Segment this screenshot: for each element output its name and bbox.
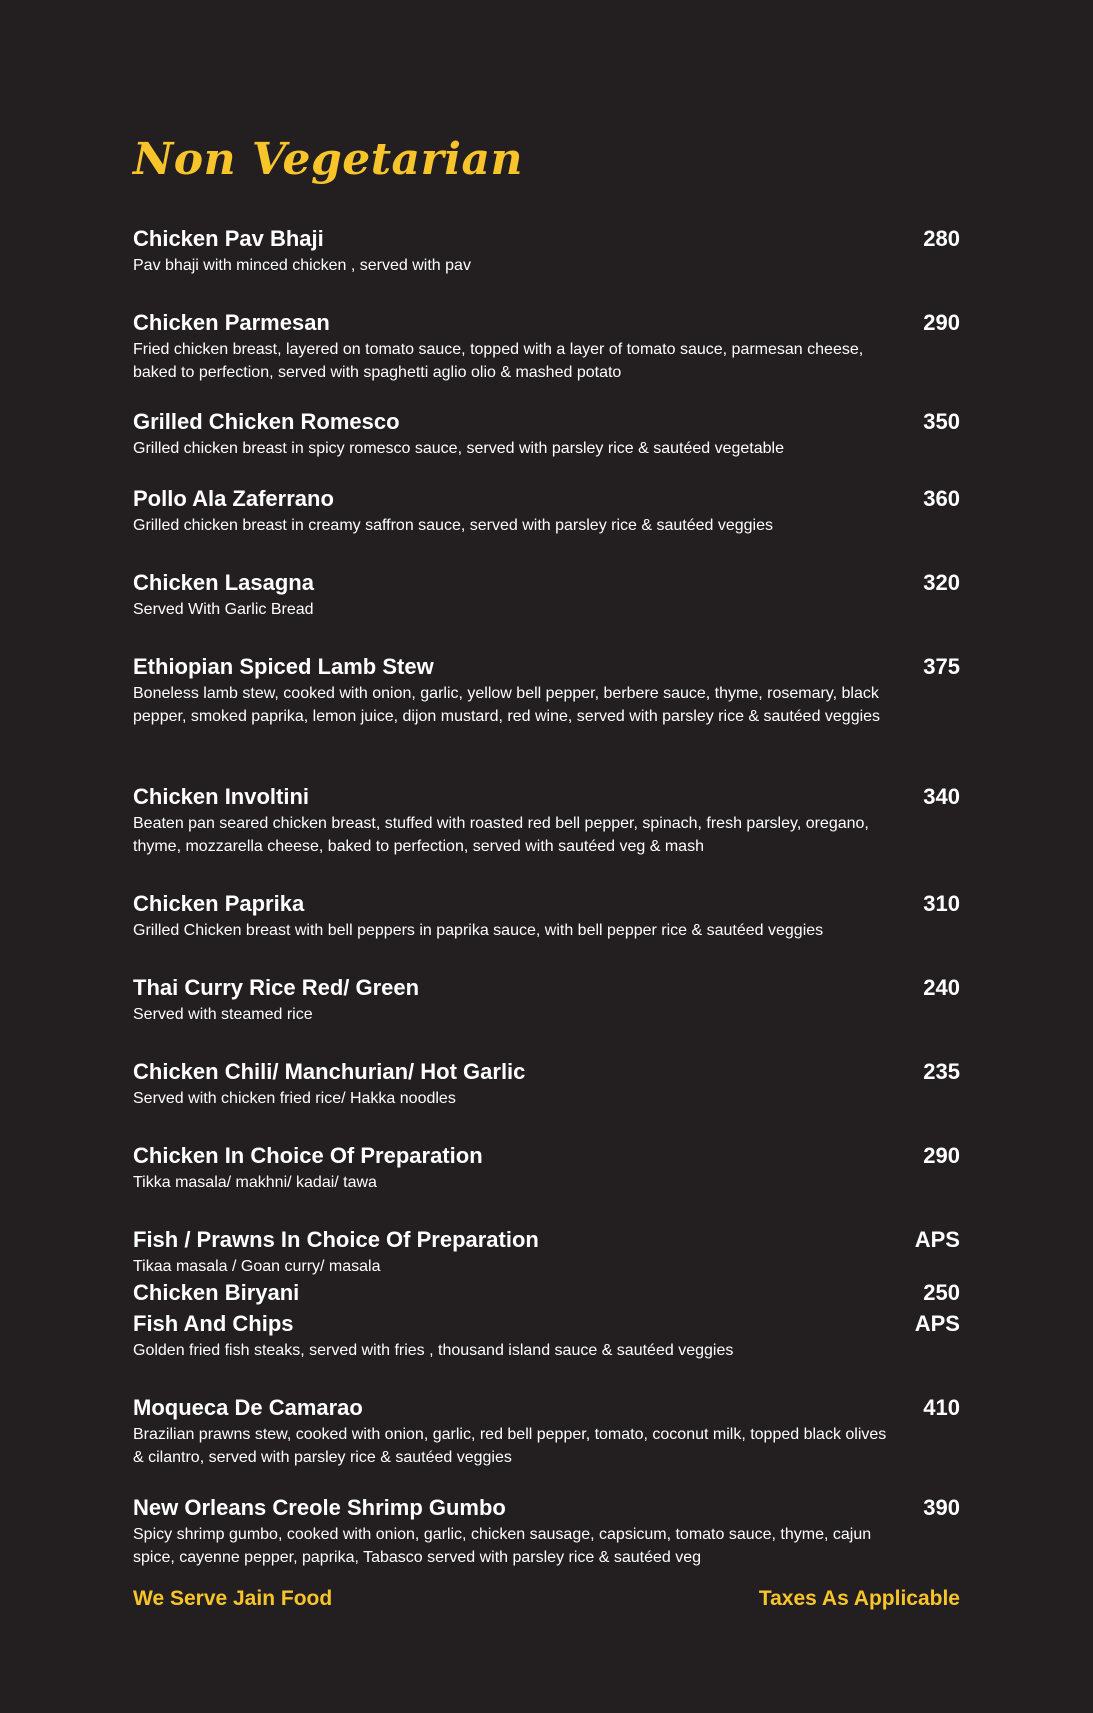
menu-item bbox=[133, 1493, 960, 1569]
item-price: 390 bbox=[923, 1495, 960, 1520]
item-name: Chicken Paprika bbox=[133, 891, 305, 916]
item-name: Moqueca De Camarao bbox=[133, 1395, 363, 1420]
item-price: 375 bbox=[923, 654, 960, 679]
menu-item bbox=[133, 782, 960, 858]
item-price: 320 bbox=[923, 570, 960, 595]
item-description: Tikka masala/ makhni/ kadai/ tawa bbox=[133, 1174, 377, 1191]
menu-item bbox=[133, 1393, 960, 1469]
item-name: Ethiopian Spiced Lamb Stew bbox=[133, 654, 434, 679]
menu-item bbox=[133, 1141, 960, 1194]
item-name: Thai Curry Rice Red/ Green bbox=[133, 975, 420, 1000]
item-description: Spicy shrimp gumbo, cooked with onion, garlic, chicken sausage, capsicum, tomato sauce, thyme, cajun spice, cayenne pepper, paprika, Tabasco served with parsley rice & sautéed veg bbox=[133, 1526, 872, 1566]
item-price: 360 bbox=[923, 486, 960, 511]
jain-food-note: We Serve Jain Food bbox=[133, 1587, 333, 1610]
menu-item bbox=[133, 407, 960, 460]
item-name: Fish / Prawns In Choice Of Preparation bbox=[133, 1227, 539, 1252]
menu-item bbox=[133, 973, 960, 1026]
menu-item bbox=[133, 889, 960, 942]
item-name: Chicken In Choice Of Preparation bbox=[133, 1143, 483, 1168]
item-price: 340 bbox=[923, 784, 960, 809]
menu-item bbox=[133, 1225, 960, 1278]
item-name: Chicken Chili/ Manchurian/ Hot Garlic bbox=[133, 1059, 526, 1084]
item-description: Brazilian prawns stew, cooked with onion, garlic, red bell pepper, tomato, coconut milk, topped black olives & cilantro, served with parsley rice & sautéed veggies bbox=[133, 1426, 887, 1466]
item-name: Pollo Ala Zaferrano bbox=[133, 486, 334, 511]
item-name: Chicken Involtini bbox=[133, 784, 310, 809]
menu-item bbox=[133, 1278, 960, 1308]
item-description: Boneless lamb stew, cooked with onion, garlic, yellow bell pepper, berbere sauce, thyme, rosemary, black pepper, smoked paprika, lemon juice, dijon mustard, red wine, served with parsley rice & sautéed veggies bbox=[133, 685, 881, 725]
item-description: Served with steamed rice bbox=[133, 1006, 313, 1023]
item-price: 235 bbox=[923, 1059, 960, 1084]
menu-item bbox=[133, 568, 960, 621]
item-description: Grilled chicken breast in creamy saffron sauce, served with parsley rice & sautéed veggies bbox=[133, 517, 774, 534]
item-name: Chicken Lasagna bbox=[133, 570, 314, 595]
item-price: 310 bbox=[923, 891, 960, 916]
item-price: 280 bbox=[923, 226, 960, 251]
item-description: Fried chicken breast, layered on tomato sauce, topped with a layer of tomato sauce, parmesan cheese, baked to perfection, served with spaghetti aglio olio & mashed potato bbox=[133, 341, 864, 381]
item-name: Chicken Parmesan bbox=[133, 310, 330, 335]
item-name: Chicken Pav Bhaji bbox=[133, 226, 324, 251]
item-description: Beaten pan seared chicken breast, stuffed with roasted red bell pepper, spinach, fresh parsley, oregano, thyme, mozzarella cheese, baked to perfection, served with sautéed veg & mash bbox=[133, 815, 869, 855]
item-price: APS bbox=[914, 1311, 960, 1336]
item-description: Tikaa masala / Goan curry/ masala bbox=[133, 1258, 381, 1275]
item-price: 290 bbox=[923, 1143, 960, 1168]
item-description: Served With Garlic Bread bbox=[133, 601, 314, 618]
item-price: 250 bbox=[923, 1280, 960, 1305]
item-description: Pav bhaji with minced chicken , served with pav bbox=[133, 257, 471, 274]
menu-item bbox=[133, 224, 960, 277]
menu-title: Non Vegetarian bbox=[133, 134, 523, 185]
item-description: Served with chicken fried rice/ Hakka noodles bbox=[133, 1090, 456, 1107]
menu-item bbox=[133, 1057, 960, 1110]
item-description: Grilled Chicken breast with bell peppers in paprika sauce, with bell pepper rice & sautéed veggies bbox=[133, 922, 824, 939]
menu-item bbox=[133, 484, 960, 537]
item-price: APS bbox=[914, 1227, 960, 1252]
item-name: Grilled Chicken Romesco bbox=[133, 409, 400, 434]
item-name: Fish And Chips bbox=[133, 1311, 294, 1336]
item-price: 240 bbox=[923, 975, 960, 1000]
menu-item bbox=[133, 308, 960, 384]
item-price: 350 bbox=[923, 409, 960, 434]
taxes-note: Taxes As Applicable bbox=[758, 1587, 960, 1610]
item-description: Grilled chicken breast in spicy romesco sauce, served with parsley rice & sautéed vegetable bbox=[133, 440, 784, 457]
item-name: New Orleans Creole Shrimp Gumbo bbox=[133, 1495, 506, 1520]
menu-item bbox=[133, 1309, 960, 1362]
menu-item bbox=[133, 652, 960, 728]
item-name: Chicken Biryani bbox=[133, 1280, 300, 1305]
item-price: 290 bbox=[923, 310, 960, 335]
item-description: Golden fried fish steaks, served with fries , thousand island sauce & sautéed veggies bbox=[133, 1342, 734, 1359]
item-price: 410 bbox=[923, 1395, 960, 1420]
